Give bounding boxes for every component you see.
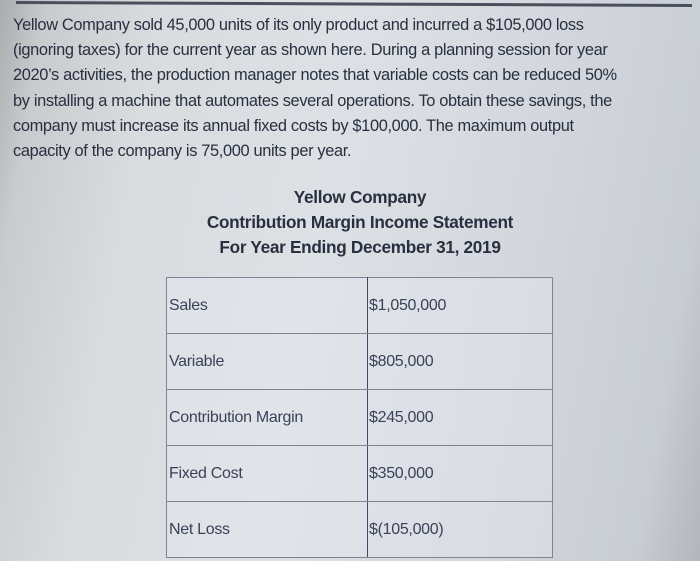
table-row — [167, 502, 553, 558]
problem-line: company must increase its annual fixed costs by $100,000. The maximum output — [13, 116, 574, 135]
row-label: Fixed Cost — [167, 446, 368, 502]
row-value: $350,000 — [368, 446, 553, 502]
problem-statement — [13, 13, 693, 164]
table-row — [167, 334, 553, 390]
row-label: Variable — [167, 334, 368, 390]
problem-line: capacity of the company is 75,000 units per year. — [13, 142, 352, 161]
top-divider — [16, 1, 692, 7]
company-name: Yellow Company — [293, 187, 427, 207]
row-label: Net Loss — [167, 502, 368, 558]
problem-line: by installing a machine that automates several operations. To obtain these savings, the — [13, 91, 612, 110]
row-label: Sales — [167, 278, 368, 334]
row-value: $245,000 — [368, 390, 553, 446]
statement-header — [150, 185, 570, 260]
problem-line: Yellow Company sold 45,000 units of its only product and incurred a $105,000 loss — [13, 16, 584, 34]
statement-title: Contribution Margin Income Statement — [206, 212, 514, 232]
row-value: $1,050,000 — [368, 278, 553, 334]
row-value: $(105,000) — [368, 502, 553, 558]
problem-line: (ignoring taxes) for the current year as shown here. During a planning session for year — [13, 41, 608, 60]
table-row — [167, 278, 553, 334]
table-row — [167, 390, 553, 446]
problem-line: 2020’s activities, the production manager notes that variable costs can be reduced 50% — [13, 66, 617, 85]
income-statement-table — [166, 277, 553, 558]
row-label: Contribution Margin — [167, 390, 368, 446]
row-value: $805,000 — [368, 334, 553, 390]
table-row — [167, 446, 553, 502]
statement-period: For Year Ending December 31, 2019 — [219, 237, 501, 257]
